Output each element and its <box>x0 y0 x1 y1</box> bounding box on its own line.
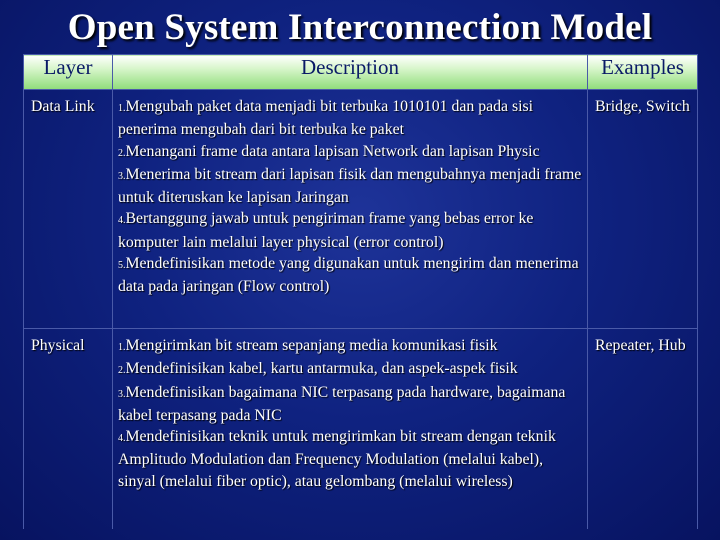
list-item <box>118 426 583 492</box>
list-item <box>118 141 583 164</box>
item-number: 2. <box>118 147 126 159</box>
item-text: Mengubah paket data menjadi bit terbuka 1010101 dan pada sisi penerima mengubah dari bit terbuka ke paket <box>118 98 534 139</box>
item-text: Mendefinisikan bagaimana NIC terpasang pada hardware, bagaimana kabel terpasang pada NIC <box>118 383 566 424</box>
item-number: 5. <box>118 260 126 272</box>
item-text: Mendefinisikan teknik untuk mengirimkan bit stream dengan teknik Amplitudo Modulation dan Frequency Modulation (melalui kabel), sinyal (melalui fiber optic), atau gelombang (melalui wireless) <box>118 428 556 490</box>
header-examples: Examples <box>588 55 698 90</box>
layer-examples: Repeater, Hub <box>588 329 698 530</box>
layer-description <box>113 90 588 329</box>
item-text: Mendefinisikan metode yang digunakan untuk mengirim dan menerima data pada jaringan (Flow control) <box>118 255 579 296</box>
table-row <box>24 90 698 329</box>
layer-examples: Bridge, Switch <box>588 90 698 329</box>
item-text: Mendefinisikan kabel, kartu antarmuka, dan aspek-aspek fisik <box>125 360 518 378</box>
item-text: Bertanggung jawab untuk pengiriman frame yang bebas error ke komputer lain melalui layer physical (error control) <box>118 210 534 251</box>
list-item <box>118 96 583 141</box>
item-text: Mengirimkan bit stream sepanjang media komunikasi fisik <box>125 337 498 354</box>
list-item <box>118 164 583 209</box>
list-item <box>118 358 583 381</box>
item-number: 3. <box>118 388 126 400</box>
layer-name: Data Link <box>24 90 113 329</box>
item-number: 2. <box>118 365 126 377</box>
header-layer: Layer <box>24 55 113 90</box>
list-item <box>118 208 583 253</box>
list-item <box>118 335 583 358</box>
list-item <box>118 382 583 427</box>
table-header-row <box>24 55 698 90</box>
item-number: 4. <box>118 433 126 445</box>
item-text: Menerima bit stream dari lapisan fisik dan mengubahnya menjadi frame untuk diteruskan ke lapisan Jaringan <box>118 165 582 207</box>
layer-description <box>113 329 588 530</box>
table-row <box>24 329 698 530</box>
item-number: 1. <box>118 103 126 114</box>
osi-table <box>23 54 698 529</box>
item-number: 3. <box>118 170 126 182</box>
item-number: 4. <box>118 215 126 227</box>
item-number: 1. <box>118 342 126 353</box>
slide-title: Open System Interconnection Model <box>67 7 653 48</box>
item-text: Menangani frame data antara lapisan Network dan lapisan Physic <box>125 142 540 160</box>
layer-name: Physical <box>24 329 113 530</box>
header-description: Description <box>113 55 588 90</box>
list-item <box>118 253 583 298</box>
